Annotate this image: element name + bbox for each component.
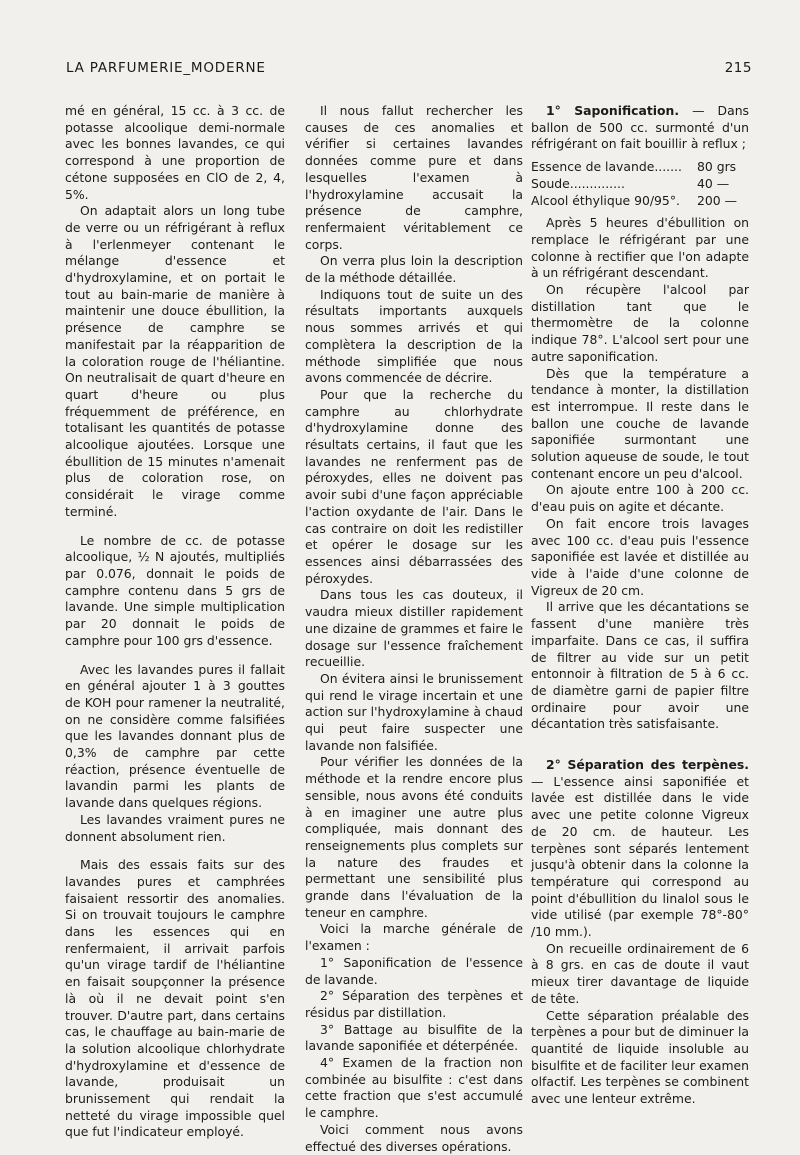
column-3 bbox=[531, 103, 749, 1108]
column-1 bbox=[65, 103, 285, 1141]
section-saponification bbox=[531, 103, 749, 153]
journal-title: LA PARFUMERIE_MODERNE bbox=[66, 60, 266, 76]
paragraph: Voici comment nous avons effectué des diverses opérations. bbox=[305, 1121, 523, 1154]
paragraph: Indiquons tout de suite un des résultats importants auxquels nous sommes arrivés et qui complètera la description de la méthode simplifiée que nous avons commencée de décrire. bbox=[305, 286, 523, 386]
reagent-amount: 40 — bbox=[697, 175, 730, 191]
reagent-amount: 80 grs bbox=[697, 159, 737, 175]
section-text: — L'essence ainsi saponifiée et lavée est distillée dans le vide avec une petite colonne Vigreux de 20 cm. de hauteur. Les terpènes sont séparés lentement jusqu'à obtenir dans la colonne la température qui correspond au point d'ébullition du linalol sous le vide utilisé (par exemple 78°-80° /10 mm.). bbox=[531, 773, 749, 940]
section-terpenes bbox=[531, 757, 749, 941]
section-heading: 1° Saponification. bbox=[546, 103, 680, 118]
reagent-name: Essence de lavande....... bbox=[531, 159, 682, 175]
page-header bbox=[66, 60, 752, 82]
paragraph: Dans tous les cas douteux, il vaudra mieux distiller rapidement une dizaine de grammes et faire le dosage sur l'essence fraîchement recueillie. bbox=[305, 587, 523, 670]
list-item: 3° Battage au bisulfite de la lavande saponifiée et déterpénée. bbox=[305, 1021, 523, 1054]
list-item: 4° Examen de la fraction non combinée au bisulfite : c'est dans cette fraction que s'est accumulé le camphre. bbox=[305, 1055, 523, 1121]
reagent-name: Soude.............. bbox=[531, 175, 625, 191]
paragraph: Mais des essais faits sur des lavandes pures et camphrées faisaient ressortir des anomalies. Si on trouvait toujours le camphre dans les essences qui en renfermaient, il arrivait parfois qu'un virage tardif de l'héliantine en faisait soupçonner la présence là où il ne devait point s'en trouver. D'autre part, dans certains cas, le chauffage au bain-marie de la solution alcoolique chlorhydrate d'hydroxylamine et d'essence de lavande, produisait un brunissement qui rendait la netteté du virage impossible quel que fut l'indicateur employé. bbox=[65, 857, 285, 1140]
paragraph: Il arrive que les décantations se fassent d'une manière très imparfaite. Dans ce cas, il suffira de filtrer au vide sur un petit entonnoir à filtration de 5 à 6 cc. de diamètre garni de papier filtre ordinaire pour avoir une décantation très satisfaisante. bbox=[531, 599, 749, 732]
reagent-list bbox=[531, 159, 749, 209]
paragraph: Les lavandes vraiment pures ne donnent absolument rien. bbox=[65, 811, 285, 844]
paragraph: On ajoute entre 100 à 200 cc. d'eau puis on agite et décante. bbox=[531, 482, 749, 515]
section-text: — Dans ballon de 500 cc. surmonté d'un réfrigérant on fait bouillir à reflux ; bbox=[531, 103, 749, 152]
paragraph: On adaptait alors un long tube de verre ou un réfrigérant à reflux à l'erlenmeyer contenant le mélange d'essence et d'hydroxylamine, et on portait le tout au bain-marie de manière à maintenir une douce ébullition, la présence de camphre se manifestait par la réapparition de la coloration rouge de l'héliantine. On neutralisait de quart d'heure en quart d'heure ou plus fréquemment de préférence, en totalisant les quantités de potasse alcoolique ajoutées. Lorsque une ébullition de 15 minutes n'amenait plus de coloration rose, on considérait le virage comme terminé. bbox=[65, 203, 285, 519]
reagent-row bbox=[531, 159, 749, 176]
reagent-name: Alcool éthylique 90/95°. bbox=[531, 192, 680, 208]
paragraph: Le nombre de cc. de potasse alcoolique, ½ N ajoutés, multipliés par 0.076, donnait le poids de camphre contenu dans 5 grs de lavande. Une simple multiplication par 20 donnait le poids de camphre pour 100 grs d'essence. bbox=[65, 532, 285, 648]
paragraph: On verra plus loin la description de la méthode détaillée. bbox=[305, 253, 523, 286]
reagent-row bbox=[531, 193, 749, 210]
paragraph: On fait encore trois lavages avec 100 cc. d'eau puis l'essence saponifiée est lavée et distillée au vide à l'aide d'une colonne de Vigreux de 20 cm. bbox=[531, 515, 749, 598]
paragraph: On récupère l'alcool par distillation tant que le thermomètre de la colonne indique 78°. L'alcool sert pour une autre saponification. bbox=[531, 282, 749, 364]
reagent-amount: 200 — bbox=[697, 192, 737, 208]
paragraph: Après 5 heures d'ébullition on remplace le réfrigérant par une colonne à rectifier que l'on adapte à un réfrigérant descendant. bbox=[531, 215, 749, 281]
paragraph: Pour que la recherche du camphre au chlorhydrate d'hydroxylamine donne des résultats certains, il faut que les lavandes ne renferment pas de péroxydes, elles ne doivent pas avoir subi d'une façon appréciable l'action oxydante de l'air. Dans le cas contraire on doit les redistiller et opérer le dosage sur les essences ainsi débarrassées des péroxydes. bbox=[305, 386, 523, 586]
reagent-row bbox=[531, 176, 749, 193]
section-heading: 2° Séparation des terpènes. bbox=[546, 757, 749, 773]
paragraph: Voici la marche générale de l'examen : bbox=[305, 921, 523, 954]
paragraph: mé en général, 15 cc. à 3 cc. de potasse alcoolique demi-normale avec les bonnes lavandes, ce qui correspond à une proportion de cétone supposées en ClO de 2, 4, 5%. bbox=[65, 103, 285, 202]
page-number: 215 bbox=[724, 60, 752, 76]
list-item: 1° Saponification de l'essence de lavande. bbox=[305, 954, 523, 987]
paragraph: Cette séparation préalable des terpènes a pour but de diminuer la quantité de liquide insoluble au bisulfite et de faciliter leur examen olfactif. Les terpènes se combinent avec une lenteur extrême. bbox=[531, 1007, 749, 1107]
paragraph: On évitera ainsi le brunissement qui rend le virage incertain et une action sur l'hydroxylamine à chaud qui peut faire suspecter une lavande non falsifiée. bbox=[305, 670, 523, 753]
paragraph: On recueille ordinairement de 6 à 8 grs. en cas de doute il vaut mieux tirer davantage de liquide de tête. bbox=[531, 940, 749, 1006]
paragraph: Avec les lavandes pures il fallait en général ajouter 1 à 3 gouttes de KOH pour ramener la neutralité, on ne considère comme falsifiées que les lavandes donnant plus de 0,3% de camphre par cette réaction, présence éventuelle de lavandin parmi les plants de lavande dans quelques régions. bbox=[65, 661, 285, 811]
paragraph: Il nous fallut rechercher les causes de ces anomalies et vérifier si certaines lavandes données comme pure et dans lesquelles l'examen à l'hydroxylamine accusait la présence de camphre, renfermaient véritablement ce corps. bbox=[305, 103, 523, 252]
paragraph: Dès que la température a tendance à monter, la distillation est interrompue. Il reste dans le ballon une couche de lavande saponifiée surmontant une solution aqueuse de soude, le tout contenant encore un peu d'alcool. bbox=[531, 365, 749, 481]
paragraph: Pour vérifier les données de la méthode et la rendre encore plus sensible, nous avons été conduits à en imaginer une autre plus compliquée, mais donnant des renseignements plus complets sur la nature des fraudes et permettant une sensibilité plus grande dans l'évaluation de la teneur en camphre. bbox=[305, 754, 523, 920]
column-2 bbox=[305, 103, 523, 1155]
list-item: 2° Séparation des terpènes et résidus par distillation. bbox=[305, 988, 523, 1020]
